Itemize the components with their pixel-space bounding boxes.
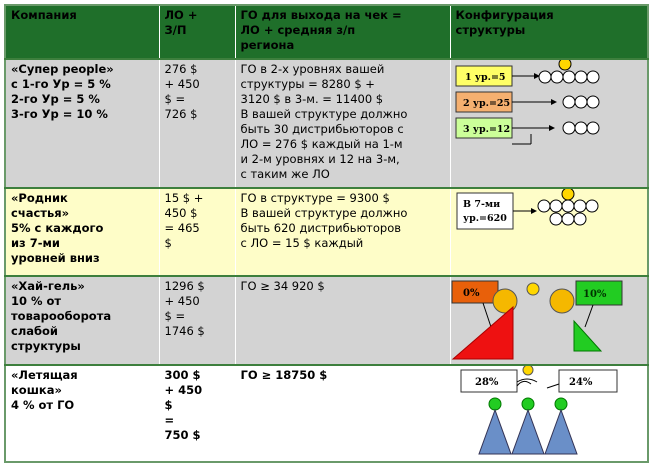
- lo-line: 1746 $: [164, 324, 205, 338]
- go-line: В вашей структуре должно: [240, 206, 408, 220]
- header-go-line: ГО для выхода на чек =: [240, 8, 402, 22]
- lo-cell: [159, 188, 235, 276]
- header-config: [450, 5, 648, 59]
- company-line: с 1-го Ур = 5 %: [11, 77, 111, 91]
- node: [489, 398, 501, 410]
- left-percent-label: 28%: [474, 377, 498, 388]
- top-node: [562, 189, 574, 200]
- company-line: «Хай-гель»: [11, 279, 85, 293]
- go-cell: [235, 276, 450, 365]
- lo-line: = 465: [164, 221, 200, 235]
- top-node: [559, 60, 571, 70]
- branch-node: [550, 289, 574, 313]
- company-line: «Родник: [11, 191, 68, 205]
- lo-line: $: [164, 398, 173, 412]
- company-line: уровней вниз: [11, 251, 100, 265]
- go-cell: [235, 365, 450, 462]
- lo-line: 450 $: [164, 206, 198, 220]
- node: [562, 200, 574, 212]
- node: [563, 122, 575, 134]
- node: [575, 96, 587, 108]
- levels-box-line: ур.=620: [462, 213, 507, 224]
- node: [555, 398, 567, 410]
- go-line: 3120 $ в 3-м. = 11400 $: [240, 92, 384, 106]
- lo-line: 15 $ +: [164, 191, 204, 205]
- node: [587, 96, 599, 108]
- structure-diagram-rodnik: [451, 189, 649, 275]
- company-cell: [5, 276, 159, 365]
- company-line: счастья»: [11, 206, 70, 220]
- structure-diagram-super-people: [451, 60, 649, 187]
- config-cell: [450, 365, 648, 462]
- company-line: структуры: [11, 339, 81, 353]
- header-go-line: ЛО + средняя з/п: [240, 23, 356, 37]
- header-company: [5, 5, 159, 59]
- node: [574, 213, 586, 225]
- downline-cone: [512, 410, 544, 454]
- node: [563, 71, 575, 83]
- top-node: [523, 366, 533, 375]
- node: [574, 200, 586, 212]
- header-row: [5, 5, 648, 59]
- node: [550, 213, 562, 225]
- structure-diagram-koshka: [451, 366, 649, 461]
- node: [550, 200, 562, 212]
- lo-line: $: [164, 236, 172, 250]
- go-line: и 2-м уровнях и 12 на 3-м,: [240, 152, 400, 166]
- lo-cell: [159, 365, 235, 462]
- go-line: ГО в структуре = 9300 $: [240, 191, 390, 205]
- lo-line: =: [164, 413, 175, 427]
- pointer-line: [483, 303, 491, 327]
- company-line: «Летящая: [11, 368, 78, 382]
- company-line: слабой: [11, 324, 58, 338]
- strong-leg-triangle: [453, 307, 513, 359]
- node: [562, 213, 574, 225]
- pointer-arc: [517, 381, 531, 386]
- node: [575, 122, 587, 134]
- go-line: ГО ≥ 18750 $: [240, 368, 328, 382]
- go-line: ГО ≥ 34 920 $: [240, 279, 325, 293]
- lo-line: 300 $: [164, 368, 201, 382]
- node: [587, 71, 599, 83]
- go-line: с ЛО = 15 $ каждый: [240, 236, 364, 250]
- company-cell: [5, 188, 159, 276]
- config-cell: [450, 188, 648, 276]
- node: [575, 71, 587, 83]
- go-line: с таким же ЛО: [240, 167, 330, 181]
- right-percent-label: 24%: [568, 377, 592, 388]
- company-line: 3-го Ур = 10 %: [11, 107, 108, 121]
- company-line: 10 % от: [11, 294, 62, 308]
- top-node: [527, 283, 539, 295]
- header-lo-line: ЛО +: [164, 8, 198, 22]
- header-config-line: Конфигурация: [455, 8, 554, 22]
- pointer-line: [585, 305, 593, 327]
- lo-line: + 450: [164, 383, 203, 397]
- company-line: товарооборота: [11, 309, 112, 323]
- table-row-letyashchaya-koshka: [5, 365, 648, 462]
- levels-box-line: В 7-ми: [462, 199, 500, 210]
- go-cell: [235, 188, 450, 276]
- company-cell: [5, 59, 159, 188]
- lo-line: + 450: [164, 294, 200, 308]
- go-line: быть 620 дистрибьюторов: [240, 221, 402, 235]
- lo-line: 726 $: [164, 107, 198, 121]
- lo-line: 750 $: [164, 428, 201, 442]
- lo-cell: [159, 276, 235, 365]
- right-percent-label: 10%: [582, 289, 606, 300]
- table-row-rodnik: [5, 188, 648, 276]
- arrow-head: [551, 99, 557, 105]
- config-cell: [450, 276, 648, 365]
- header-go-line: региона: [240, 38, 295, 52]
- node: [551, 71, 563, 83]
- node: [563, 96, 575, 108]
- header-lo-line: З/П: [164, 23, 187, 37]
- table-row-hai-gel: [5, 276, 648, 365]
- header-lo: [159, 5, 235, 59]
- company-line: из 7-ми: [11, 236, 60, 250]
- node: [538, 200, 550, 212]
- mlm-comparison-table: [4, 4, 649, 463]
- downline-cone: [545, 410, 577, 454]
- downline-cone: [479, 410, 511, 454]
- level1-label: 1 ур.=5: [464, 72, 506, 83]
- company-line: 2-го Ур = 5 %: [11, 92, 100, 106]
- node: [586, 200, 598, 212]
- go-line: В вашей структуре должно: [240, 107, 408, 121]
- arrow-head: [531, 208, 537, 214]
- lo-line: + 450: [164, 77, 200, 91]
- node: [587, 122, 599, 134]
- left-percent-label: 0%: [462, 288, 479, 299]
- go-line: структуры = 8280 $ +: [240, 77, 375, 91]
- header-go: [235, 5, 450, 59]
- lo-line: 1296 $: [164, 279, 205, 293]
- table-row-super-people: [5, 59, 648, 188]
- go-line: быть 30 дистрибьюторов с: [240, 122, 404, 136]
- level3-label: 3 ур.=12: [462, 124, 510, 135]
- pointer-line: [547, 384, 559, 388]
- lo-line: $ =: [164, 309, 186, 323]
- go-cell: [235, 59, 450, 188]
- lo-line: $ =: [164, 92, 186, 106]
- config-cell: [450, 59, 648, 188]
- structure-diagram-hai-gel: [451, 277, 649, 364]
- lo-cell: [159, 59, 235, 188]
- company-line: кошка»: [11, 383, 62, 397]
- weak-leg-triangle: [574, 321, 601, 351]
- company-cell: [5, 365, 159, 462]
- level2-label: 2 ур.=25: [462, 98, 510, 109]
- lo-line: 276 $: [164, 62, 198, 76]
- company-line: 5% с каждого: [11, 221, 104, 235]
- go-line: ГО в 2-х уровнях вашей: [240, 62, 385, 76]
- header-company-text: Компания: [11, 8, 77, 22]
- go-line: ЛО = 276 $ каждый на 1-м: [240, 137, 403, 151]
- company-line: «Супер people»: [11, 62, 114, 76]
- company-line: 4 % от ГО: [11, 398, 75, 412]
- arrow-head: [549, 125, 555, 131]
- header-config-line: структуры: [455, 23, 526, 37]
- node: [539, 71, 551, 83]
- node: [522, 398, 534, 410]
